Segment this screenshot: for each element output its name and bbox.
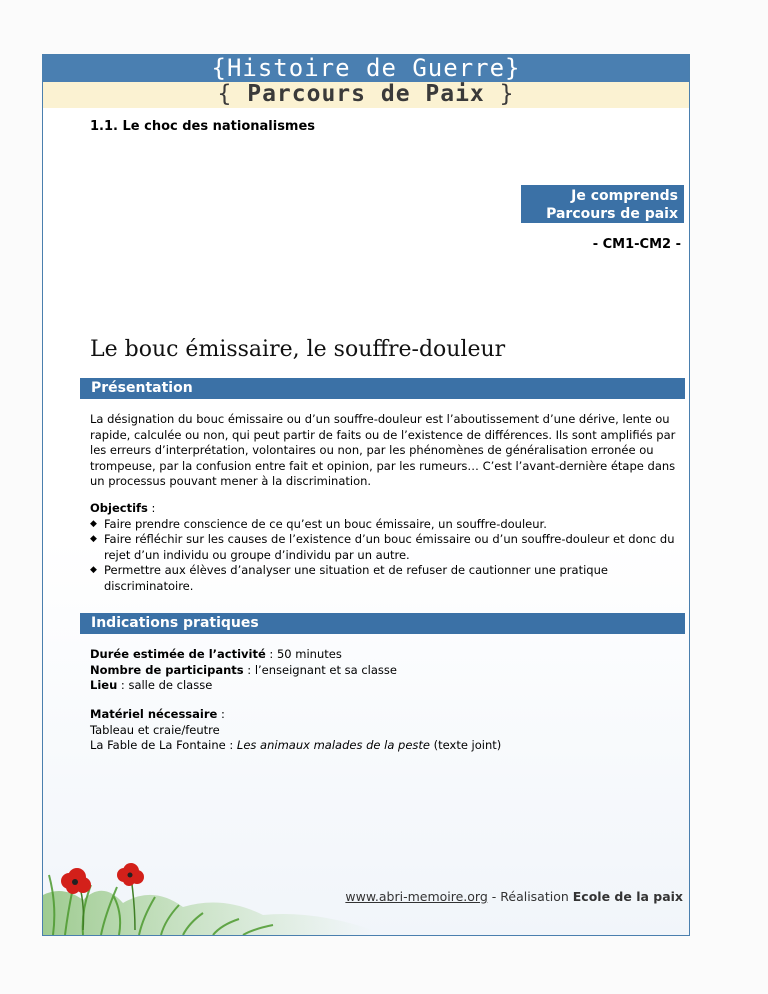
duration-value: : 50 minutes bbox=[265, 647, 342, 661]
objectives-list bbox=[90, 517, 680, 595]
subtitle-band bbox=[43, 82, 689, 108]
tag-line-2: Parcours de paix bbox=[546, 206, 678, 222]
right-brace-icon: } bbox=[499, 81, 515, 107]
place-value: : salle de classe bbox=[117, 678, 213, 692]
list-item: ◆ Permettre aux élèves d’analyser une situation et de refuser de cautionner une pratique discriminatoire. bbox=[90, 563, 680, 594]
list-item: ◆ Faire réfléchir sur les causes de l’existence d’un bouc émissaire ou d’un souffre-douleur et donc du rejet d’un individu ou groupe d’individu par un autre. bbox=[90, 532, 680, 563]
website-link[interactable]: www.abri-memoire.org bbox=[345, 889, 488, 904]
place-row bbox=[90, 678, 680, 694]
footer-middle: - Réalisation bbox=[487, 889, 573, 904]
objectives-block bbox=[90, 501, 680, 594]
header-band bbox=[43, 55, 689, 82]
material-suffix: (texte joint) bbox=[429, 738, 502, 752]
material-block bbox=[90, 707, 680, 754]
participants-row bbox=[90, 663, 680, 679]
participants-label: Nombre de participants bbox=[90, 662, 244, 677]
participants-value: : l’enseignant et sa classe bbox=[243, 662, 397, 677]
left-brace-icon: { bbox=[217, 81, 233, 107]
list-item: ◆ Faire prendre conscience de ce qu’est un bouc émissaire, un souffre-douleur. bbox=[90, 517, 680, 533]
practical-details bbox=[90, 647, 680, 694]
poppy-flowers bbox=[61, 863, 144, 894]
section-heading-practical: Indications pratiques bbox=[80, 613, 685, 634]
objectives-label: Objectifs bbox=[90, 501, 148, 515]
right-brace-icon: } bbox=[505, 54, 521, 82]
section-reference: 1.1. Le choc des nationalismes bbox=[90, 119, 316, 134]
tag-box bbox=[521, 185, 684, 223]
material-separator: : bbox=[217, 707, 225, 721]
material-label: Matériel nécessaire bbox=[90, 707, 218, 721]
place-label: Lieu bbox=[90, 678, 118, 692]
tag-line-1: Je comprends bbox=[571, 188, 678, 204]
objectives-heading bbox=[90, 501, 680, 517]
footer bbox=[345, 889, 683, 904]
objectives-separator: : bbox=[147, 501, 156, 515]
material-prefix: La Fable de La Fontaine : bbox=[90, 738, 237, 752]
site-subtitle-text: Parcours de Paix bbox=[247, 81, 485, 107]
footer-organization: Ecole de la paix bbox=[572, 889, 683, 904]
material-line-2 bbox=[90, 738, 680, 754]
site-title-text: Histoire de Guerre bbox=[226, 54, 506, 82]
page-frame bbox=[42, 54, 690, 936]
section-heading-presentation: Présentation bbox=[80, 378, 685, 399]
duration-label: Durée estimée de l’activité bbox=[90, 647, 266, 661]
document-title: Le bouc émissaire, le souffre-douleur bbox=[90, 337, 506, 362]
duration-row bbox=[90, 647, 680, 663]
material-line-1: Tableau et craie/feutre bbox=[90, 722, 220, 737]
fable-title: Les animaux malades de la peste bbox=[236, 738, 430, 752]
level-label: - CM1-CM2 - bbox=[592, 237, 681, 252]
grass-poppies-illustration bbox=[43, 825, 373, 935]
material-heading bbox=[90, 707, 680, 723]
site-subtitle bbox=[43, 79, 689, 109]
left-brace-icon: { bbox=[211, 54, 227, 82]
presentation-text: La désignation du bouc émissaire ou d’un souffre-douleur est l’aboutissement d’une dérive, lente ou rapide, calculée ou non, qui peut partir de faits ou de l’existence de différences. Ils sont amplifiés par les erreurs d’interprétation, volontaires ou non, par les phénomènes de généralisation erronée ou trompeuse, par la confusion entre fait et opinion, par les rumeurs… C’est l’avant-dernière étape dans un processus pouvant mener à la discrimination. bbox=[90, 412, 676, 488]
